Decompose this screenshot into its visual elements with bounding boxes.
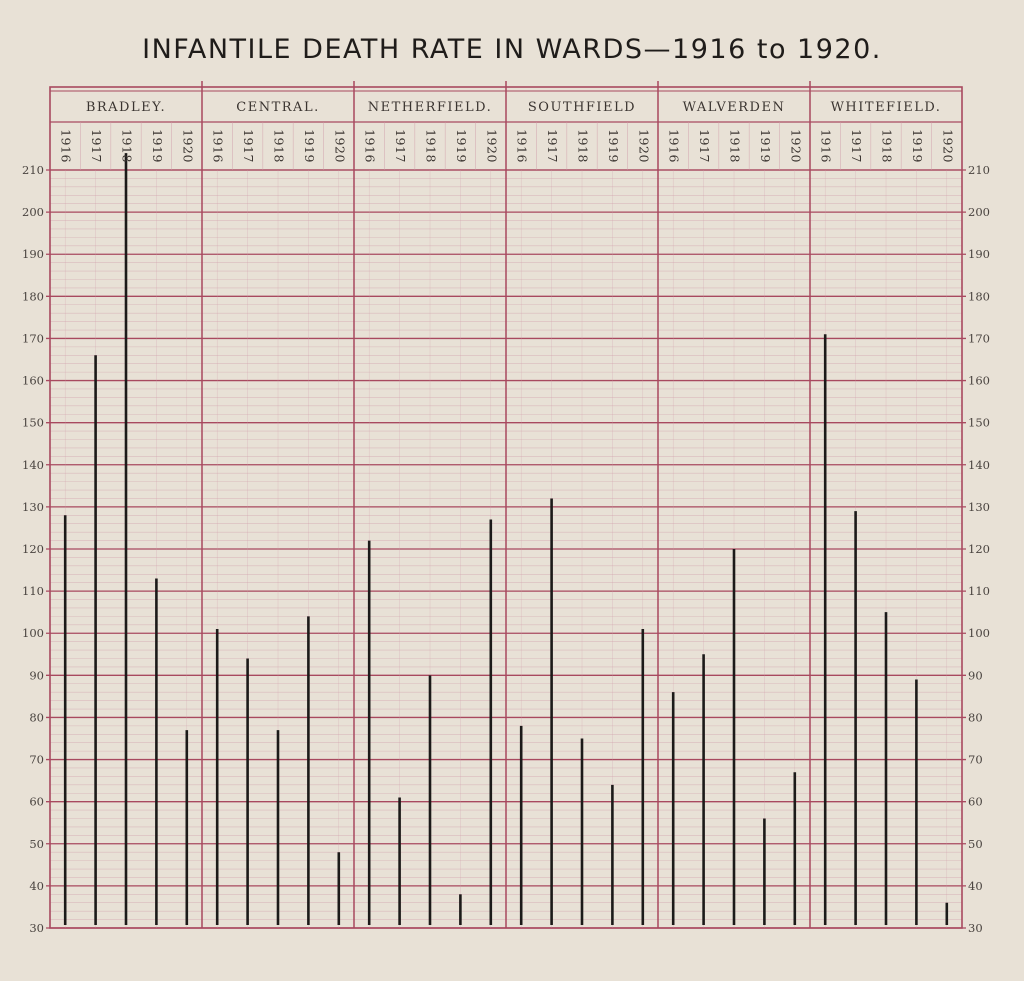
year-label: 1916 bbox=[818, 129, 834, 163]
ward-label: NETHERFIELD. bbox=[367, 100, 493, 115]
grid bbox=[46, 81, 966, 928]
y-tick-label-left: 160 bbox=[22, 373, 44, 388]
year-label: 1917 bbox=[241, 129, 257, 163]
year-label: 1920 bbox=[332, 129, 348, 163]
y-tick-label-right: 180 bbox=[968, 289, 990, 304]
year-label: 1919 bbox=[605, 129, 621, 163]
y-tick-label-right: 30 bbox=[968, 921, 983, 935]
y-tick-label-right: 160 bbox=[968, 373, 990, 388]
year-label: 1920 bbox=[636, 129, 652, 163]
y-tick-label-left: 90 bbox=[29, 668, 44, 683]
year-label: 1918 bbox=[575, 129, 591, 163]
y-tick-label-left: 170 bbox=[22, 331, 44, 346]
ward-label: WALVERDEN bbox=[682, 100, 786, 115]
y-tick-label-right: 40 bbox=[968, 878, 983, 893]
y-tick-label-left: 60 bbox=[29, 794, 44, 809]
y-tick-label-right: 110 bbox=[968, 584, 990, 599]
year-label: 1918 bbox=[271, 129, 287, 163]
y-tick-label-left: 200 bbox=[22, 205, 44, 220]
y-tick-label-right: 90 bbox=[968, 668, 983, 683]
year-label: 1919 bbox=[909, 129, 925, 163]
y-tick-label-right: 120 bbox=[968, 542, 990, 556]
year-label: 1920 bbox=[180, 129, 196, 163]
y-tick-label-right: 140 bbox=[968, 457, 990, 472]
year-label: 1919 bbox=[757, 129, 773, 163]
y-tick-label-right: 200 bbox=[968, 205, 990, 220]
y-tick-label-right: 100 bbox=[968, 626, 990, 641]
year-label: 1920 bbox=[484, 129, 500, 163]
y-tick-label-left: 50 bbox=[29, 836, 44, 851]
y-tick-label-left: 30 bbox=[29, 921, 44, 935]
y-tick-label-right: 130 bbox=[968, 499, 990, 514]
chart-title: INFANTILE DEATH RATE IN WARDS—1916 to 1920. bbox=[142, 34, 882, 65]
year-label: 1918 bbox=[727, 129, 743, 163]
y-tick-label-left: 110 bbox=[22, 584, 44, 599]
year-label: 1916 bbox=[666, 129, 682, 163]
year-label: 1918 bbox=[879, 129, 895, 163]
year-label: 1916 bbox=[514, 129, 530, 163]
y-tick-label-right: 50 bbox=[968, 836, 983, 851]
year-label: 1916 bbox=[210, 129, 226, 163]
y-tick-label-right: 60 bbox=[968, 794, 983, 809]
y-tick-label-right: 70 bbox=[968, 752, 983, 767]
y-tick-label-right: 170 bbox=[968, 331, 990, 346]
year-label: 1918 bbox=[423, 129, 439, 163]
year-label: 1917 bbox=[849, 129, 865, 163]
y-tick-label-left: 150 bbox=[22, 415, 44, 430]
y-tick-label-right: 80 bbox=[968, 710, 983, 725]
y-tick-label-left: 40 bbox=[29, 878, 44, 893]
ward-label: BRADLEY. bbox=[85, 100, 167, 115]
year-label: 1920 bbox=[940, 129, 956, 163]
year-label: 1916 bbox=[58, 129, 74, 163]
y-tick-label-left: 130 bbox=[22, 499, 44, 514]
year-label: 1917 bbox=[89, 129, 105, 163]
y-tick-label-left: 210 bbox=[22, 163, 44, 177]
year-label: 1917 bbox=[545, 129, 561, 163]
ward-label: SOUTHFIELD bbox=[527, 100, 637, 115]
year-label: 1918 bbox=[119, 129, 135, 163]
year-label: 1916 bbox=[362, 129, 378, 163]
y-tick-label-left: 100 bbox=[22, 626, 44, 641]
year-label: 1919 bbox=[149, 129, 165, 163]
year-label: 1917 bbox=[393, 129, 409, 163]
year-label: 1919 bbox=[301, 129, 317, 163]
year-label: 1919 bbox=[453, 129, 469, 163]
y-tick-label-left: 120 bbox=[22, 542, 44, 556]
y-tick-label-right: 190 bbox=[968, 247, 990, 262]
ward-label: CENTRAL. bbox=[236, 100, 320, 115]
year-label: 1920 bbox=[788, 129, 804, 163]
y-tick-label-right: 150 bbox=[968, 415, 990, 430]
y-tick-label-right: 210 bbox=[968, 163, 990, 177]
year-label: 1917 bbox=[697, 129, 713, 163]
ward-label: WHITEFIELD. bbox=[830, 100, 942, 115]
y-tick-label-left: 190 bbox=[22, 247, 44, 262]
y-tick-label-left: 140 bbox=[22, 457, 44, 472]
y-tick-label-left: 180 bbox=[22, 289, 44, 304]
y-tick-label-left: 80 bbox=[29, 710, 44, 725]
y-tick-label-left: 70 bbox=[29, 752, 44, 767]
